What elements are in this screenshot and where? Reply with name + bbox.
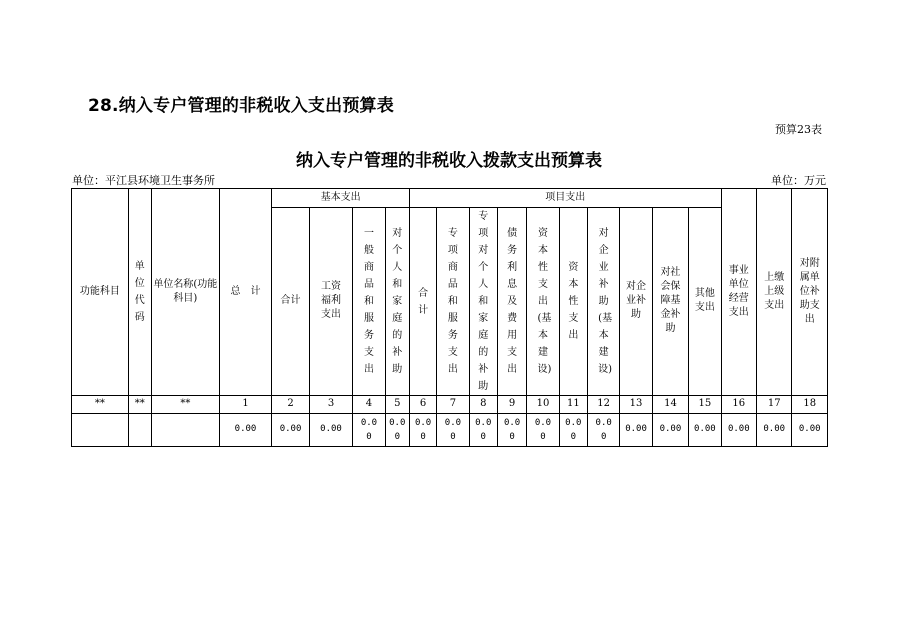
header-personal: 对个人和家庭的补助	[385, 208, 409, 396]
header-unit-code: 单位代码	[128, 189, 151, 396]
header-superior: 上缴上级支出	[757, 189, 792, 396]
col-number: 11	[559, 396, 587, 414]
cell-total: 0.00	[219, 414, 272, 447]
header-enterprise-basic: 对企业补助(基本建设)	[587, 208, 619, 396]
header-proj-sum: 合计	[409, 208, 436, 396]
cell-capital-basic: 0.00	[527, 414, 559, 447]
col-number: 9	[497, 396, 526, 414]
header-debt-interest: 债务利息及费用支出	[497, 208, 526, 396]
cell-enterprise-basic: 0.00	[587, 414, 619, 447]
col-number: 1	[219, 396, 272, 414]
col-number: 7	[437, 396, 469, 414]
cell-social-security: 0.00	[652, 414, 688, 447]
cell-superior: 0.00	[757, 414, 792, 447]
header-enterprise: 对企业补助	[620, 208, 652, 396]
cell-wage: 0.00	[309, 414, 353, 447]
reporting-unit: 单位：平江县环境卫生事务所	[72, 174, 215, 187]
col-number: 12	[587, 396, 619, 414]
header-proj-goods: 专项商品和服务支出	[437, 208, 469, 396]
header-goods: 一般商品和服务支出	[353, 208, 385, 396]
cell-other: 0.00	[689, 414, 721, 447]
col-number: **	[128, 396, 151, 414]
col-number: 2	[272, 396, 309, 414]
header-project-group: 项目支出	[409, 189, 721, 208]
col-number: 5	[385, 396, 409, 414]
col-number: 13	[620, 396, 652, 414]
col-number: 16	[721, 396, 756, 414]
col-number: 17	[757, 396, 792, 414]
header-affiliated: 对附属单位补助支出	[792, 189, 828, 396]
col-number: 6	[409, 396, 436, 414]
col-number: 14	[652, 396, 688, 414]
cell-capital: 0.00	[559, 414, 587, 447]
section-heading: 28.纳入专户管理的非税收入支出预算表	[88, 96, 394, 116]
table-row	[72, 414, 828, 447]
cell-basic-sum: 0.00	[272, 414, 309, 447]
table-number: 预算23表	[775, 123, 822, 136]
cell-affiliated: 0.00	[792, 414, 828, 447]
col-number: 4	[353, 396, 385, 414]
header-capital: 资本性支出	[559, 208, 587, 396]
cell-goods: 0.00	[353, 414, 385, 447]
header-capital-basic: 资本性支出(基本建设)	[527, 208, 559, 396]
col-number: 10	[527, 396, 559, 414]
header-basic-group: 基本支出	[272, 189, 410, 208]
budget-table	[71, 188, 828, 447]
header-basic-sum: 合计	[272, 208, 309, 396]
currency-unit: 单位：万元	[771, 174, 826, 187]
header-unit-name: 单位名称(功能科目)	[151, 189, 219, 396]
col-number: **	[151, 396, 219, 414]
cell-debt-interest: 0.00	[497, 414, 526, 447]
cell-proj-personal: 0.00	[469, 414, 497, 447]
col-number: 18	[792, 396, 828, 414]
header-wage: 工资福利支出	[309, 208, 353, 396]
col-number: 15	[689, 396, 721, 414]
table-title: 纳入专户管理的非税收入拨款支出预算表	[296, 151, 602, 171]
col-number: 8	[469, 396, 497, 414]
header-total: 总 计	[219, 189, 272, 396]
header-proj-personal: 专项对个人和家庭的补助	[469, 208, 497, 396]
cell-unit-name	[151, 414, 219, 447]
header-func-subject: 功能科目	[72, 189, 129, 396]
header-social-security: 对社会保障基金补助	[652, 208, 688, 396]
cell-personal: 0.00	[385, 414, 409, 447]
column-number-row	[72, 396, 828, 414]
cell-enterprise: 0.00	[620, 414, 652, 447]
cell-proj-sum: 0.00	[409, 414, 436, 447]
cell-func-subject	[72, 414, 129, 447]
col-number: 3	[309, 396, 353, 414]
col-number: **	[72, 396, 129, 414]
cell-business-ops: 0.00	[721, 414, 756, 447]
cell-proj-goods: 0.00	[437, 414, 469, 447]
header-business-ops: 事业单位经营支出	[721, 189, 756, 396]
cell-unit-code	[128, 414, 151, 447]
header-other: 其他支出	[689, 208, 721, 396]
